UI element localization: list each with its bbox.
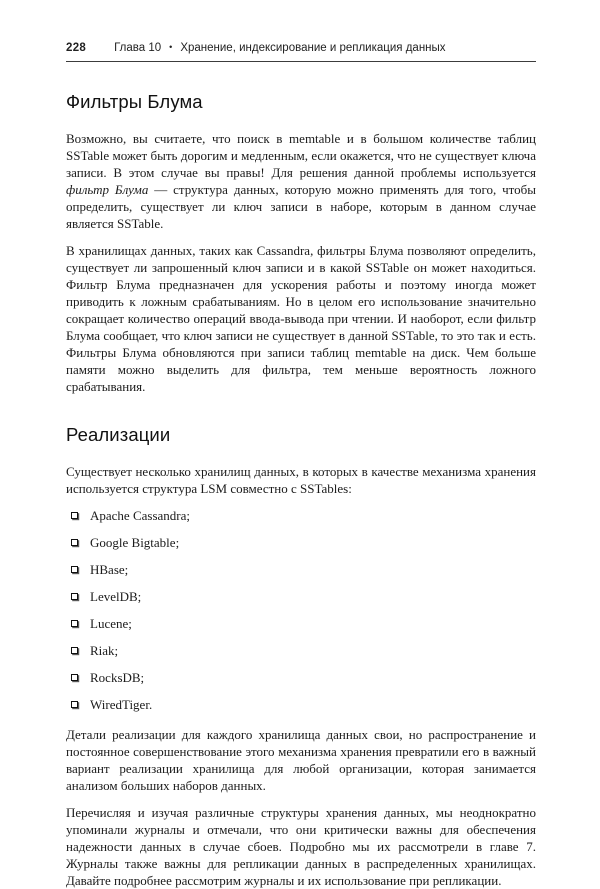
paragraph-implementations-intro: Существует несколько хранилищ данных, в которых в качестве механизма хранения используется структура LSM совместно с SSTables:: [66, 464, 536, 496]
list-item: [71, 507, 536, 524]
list-item-label: WiredTiger.: [90, 697, 153, 712]
bullet-square-icon: [71, 593, 78, 600]
term-bloom-filter: фильтр Блума: [66, 182, 149, 197]
list-item: [71, 642, 536, 659]
list-item-label: Apache Cassandra;: [90, 508, 190, 523]
implementations-list: [71, 507, 536, 713]
paragraph-implementation-details: Детали реализации для каждого хранилища данных свои, но распространение и постоянное совершенствование этого механизма хранения превратили его в важный вариант реализации хранилища для любой организации, которая занимается анализом больших наборов данных.: [66, 727, 536, 793]
list-item: [71, 561, 536, 578]
page-number: 228: [66, 42, 87, 54]
bullet-square-icon: [71, 674, 78, 681]
paragraph-bloom-details: В хранилищах данных, таких как Cassandra, фильтры Блума позволяют определить, существует ли запрошенный ключ записи и в какой SSTable он может находиться. Фильтр Блума предназначен для ускорения работы и поэтому иногда может приводить к ложным срабатываниям. Но в целом его использование значительно сокращает количество операций ввода-вывода при чтении. И наоборот, если фильтр Блума сообщает, что ключ записи не существует в данной SSTable, то это так и есть. Фильтры Блума обновляются при записи таблиц memtable на диск. Чем больше памяти можно выделить для фильтра, тем меньше вероятность ложного срабатывания.: [66, 243, 536, 394]
list-item: [71, 588, 536, 605]
section-heading-implementations: Реализации: [66, 424, 171, 445]
list-item: [71, 615, 536, 632]
header-rule: [66, 61, 536, 62]
list-item-label: Google Bigtable;: [90, 535, 180, 550]
bullet-square-icon: [71, 539, 78, 546]
bullet-square-icon: [71, 512, 78, 519]
chapter-title: Хранение, индексирование и репликация данных: [180, 42, 446, 54]
list-item: [71, 669, 536, 686]
running-head: [66, 42, 536, 54]
paragraph-text: — структура данных, которую можно применять для того, чтобы определить, существует ли ключ записи в наборе, которым в данном случае является SSTable.: [66, 182, 536, 231]
paragraph-text: Возможно, вы считаете, что поиск в memtable и в большом количестве таблиц SSTable может быть дорогим и медленным, если окажется, что не существует ключа записи. В этом случае вы правы! Для решения данной проблемы используется: [66, 131, 536, 180]
list-item-label: Riak;: [90, 643, 119, 658]
bullet-square-icon: [71, 566, 78, 573]
list-item-label: LevelDB;: [90, 589, 142, 604]
chapter-label: Глава 10: [114, 42, 162, 54]
bullet-square-icon: [71, 647, 78, 654]
list-item-label: RocksDB;: [90, 670, 145, 685]
bullet-square-icon: [71, 701, 78, 708]
list-item: [71, 534, 536, 551]
header-separator-dot: •: [169, 42, 173, 52]
list-item-label: HBase;: [90, 562, 129, 577]
paragraph-bloom-intro: [66, 130, 536, 232]
paragraph-logs-transition: Перечисляя и изучая различные структуры хранения данных, мы неоднократно упоминали журналы и отмечали, что они критически важны для обеспечения надежности данных в случае сбоев. Подробно мы их рассмотрели в главе 7. Журналы также важны для репликации данных в распределенных хранилищах. Давайте подробнее рассмотрим журналы и их использование при репликации.: [66, 805, 536, 888]
list-item: [71, 696, 536, 713]
section-heading-bloom-filters: Фильтры Блума: [66, 91, 203, 112]
list-item-label: Lucene;: [90, 616, 132, 631]
bullet-square-icon: [71, 620, 78, 627]
